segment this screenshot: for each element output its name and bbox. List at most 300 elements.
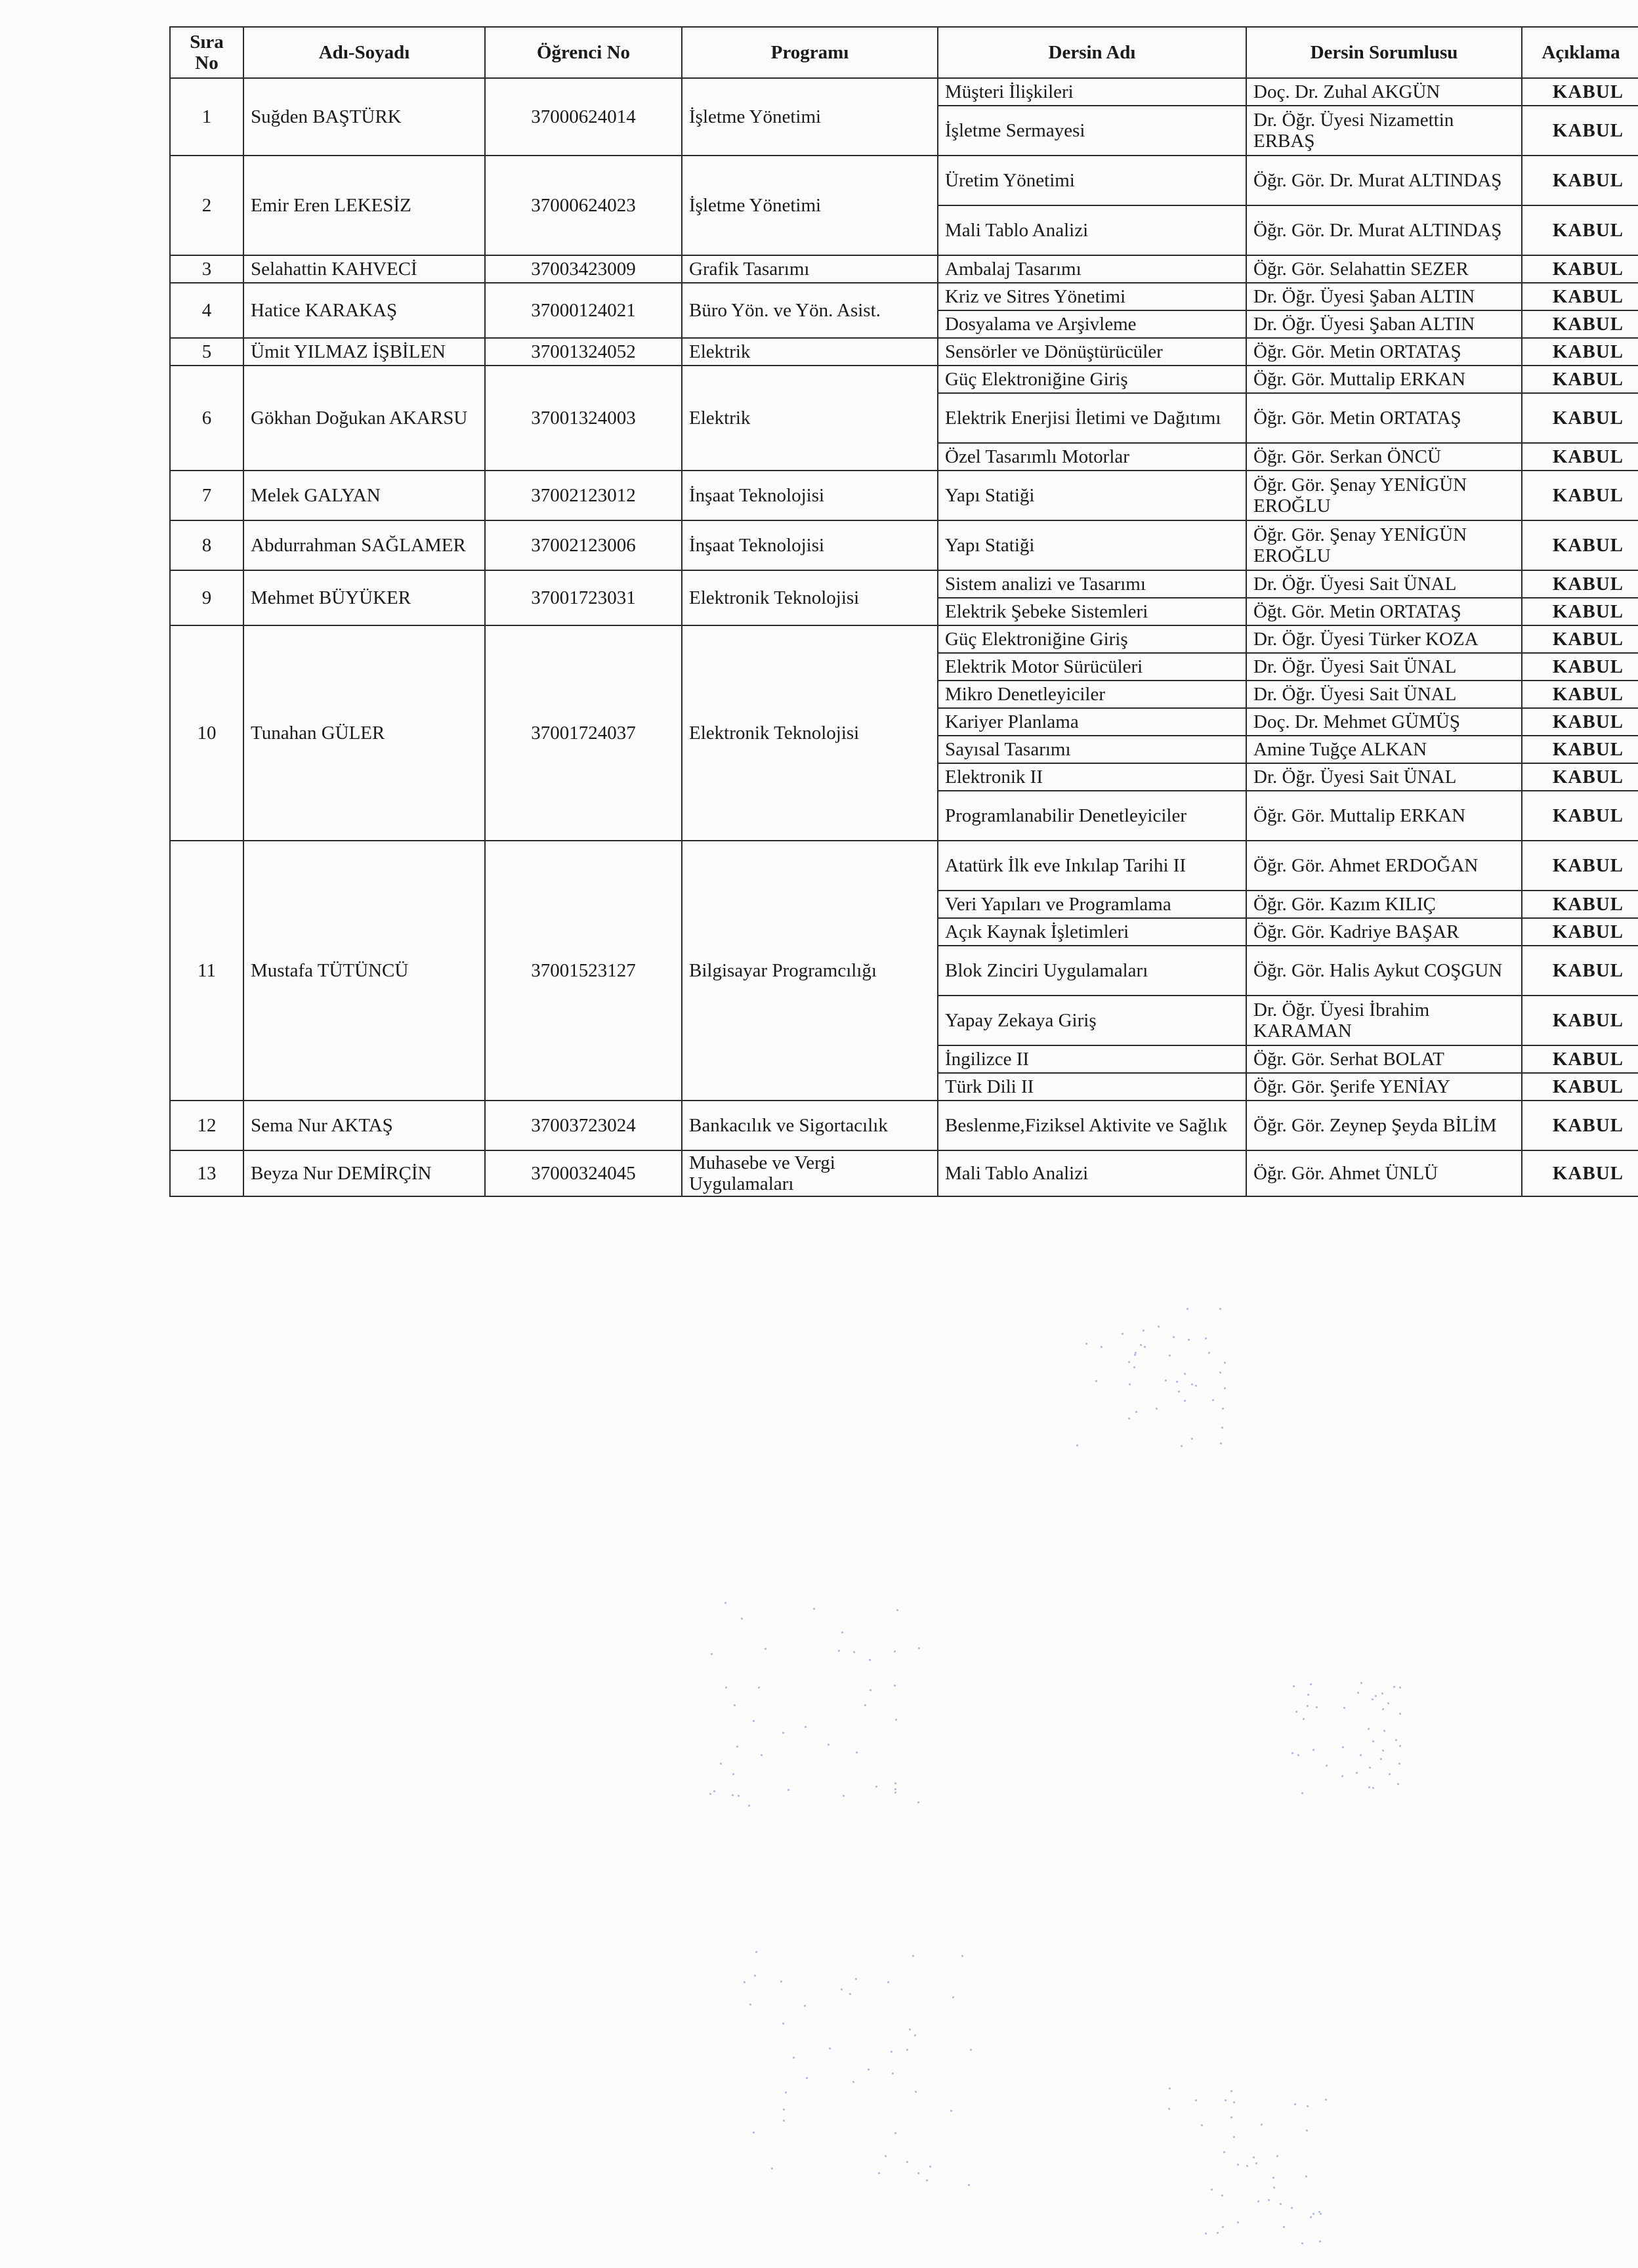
scan-speck (1191, 1438, 1193, 1440)
course-responsible: Öğr. Gör. Muttalip ERKAN (1246, 791, 1522, 841)
scan-speck (1375, 1695, 1377, 1697)
course-name: Yapı Statiği (938, 520, 1246, 570)
scan-speck (736, 1746, 738, 1748)
scan-speck (1176, 1381, 1178, 1383)
scan-speck (885, 2155, 887, 2157)
scan-speck (1399, 1687, 1401, 1689)
status-badge: KABUL (1522, 891, 1638, 918)
course-responsible: Öğr. Gör. Ahmet ÜNLÜ (1246, 1150, 1522, 1196)
scan-speck (1217, 2232, 1219, 2234)
course-responsible: Öğr. Gör. Şerife YENİAY (1246, 1073, 1522, 1101)
status-badge: KABUL (1522, 598, 1638, 625)
scan-speck (915, 2091, 917, 2093)
scan-speck (1372, 1698, 1374, 1700)
course-name: Kariyer Planlama (938, 708, 1246, 736)
program-name: Elektrik (682, 366, 938, 471)
scan-speck (864, 1704, 866, 1706)
scan-speck (1085, 1343, 1087, 1345)
scan-speck (1395, 1739, 1397, 1741)
scan-speck (783, 2109, 785, 2110)
scan-speck (1224, 1387, 1226, 1389)
row-no: 4 (170, 283, 243, 338)
program-name: Bankacılık ve Sigortacılık (682, 1101, 938, 1150)
student-number: 37001324003 (485, 366, 682, 471)
student-name: Selahattin KAHVECİ (243, 255, 485, 283)
status-badge: KABUL (1522, 1045, 1638, 1073)
scan-speck (1399, 1713, 1401, 1715)
scan-speck (852, 2081, 854, 2083)
scan-speck (765, 1648, 766, 1650)
scan-speck (1237, 2221, 1239, 2223)
status-badge: KABUL (1522, 1101, 1638, 1150)
row-no: 10 (170, 625, 243, 841)
scan-speck (785, 2091, 787, 2093)
scan-speck (894, 1782, 896, 1784)
scan-speck (961, 1955, 963, 1957)
scan-speck (753, 2132, 755, 2133)
course-name: Sistem analizi ve Tasarımı (938, 570, 1246, 598)
scan-speck (849, 1993, 851, 1995)
scan-speck (1225, 2099, 1227, 2101)
status-badge: KABUL (1522, 338, 1638, 366)
course-responsible: Öğr. Gör. Dr. Murat ALTINDAŞ (1246, 156, 1522, 205)
status-badge: KABUL (1522, 106, 1638, 156)
course-name: Beslenme,Fiziksel Aktivite ve Sağlık (938, 1101, 1246, 1150)
course-responsible: Dr. Öğr. Üyesi Sait ÜNAL (1246, 570, 1522, 598)
scan-speck (843, 1795, 845, 1797)
scan-speck (1368, 1786, 1370, 1788)
course-responsible: Öğr. Gör. Halis Aykut COŞGUN (1246, 946, 1522, 996)
status-badge: KABUL (1522, 255, 1638, 283)
scan-speck (894, 1788, 896, 1790)
program-name: Elektronik Teknolojisi (682, 570, 938, 625)
student-number: 37000124021 (485, 283, 682, 338)
scan-speck (870, 1689, 872, 1691)
student-number: 37000324045 (485, 1150, 682, 1196)
scan-speck (1383, 1730, 1385, 1732)
scan-speck (782, 2023, 784, 2025)
scan-speck (732, 1773, 734, 1775)
status-badge: KABUL (1522, 366, 1638, 393)
status-badge: KABUL (1522, 736, 1638, 763)
scan-speck (724, 1602, 726, 1604)
scan-speck (1169, 1354, 1171, 1356)
scan-speck (806, 2077, 808, 2079)
scan-speck (1220, 1442, 1222, 1444)
scan-speck (1301, 2242, 1303, 2244)
course-responsible: Öğr. Gör. Ahmet ERDOĞAN (1246, 841, 1522, 891)
header-student-no: Öğrenci No (485, 27, 682, 78)
scan-speck (970, 2049, 972, 2051)
program-name: Grafik Tasarımı (682, 255, 938, 283)
scan-speck (1133, 1366, 1135, 1368)
row-no: 9 (170, 570, 243, 625)
status-badge: KABUL (1522, 625, 1638, 653)
student-name: Mustafa TÜTÜNCÜ (243, 841, 485, 1101)
course-name: Veri Yapıları ve Programlama (938, 891, 1246, 918)
scan-speck (1381, 1692, 1383, 1694)
status-badge: KABUL (1522, 681, 1638, 708)
scan-speck (1316, 1706, 1318, 1708)
course-responsible: Dr. Öğr. Üyesi Şaban ALTIN (1246, 283, 1522, 310)
table-row (170, 1150, 1638, 1196)
row-no: 1 (170, 78, 243, 156)
program-name: Büro Yön. ve Yön. Asist. (682, 283, 938, 338)
scan-speck (1318, 2211, 1320, 2213)
status-badge: KABUL (1522, 996, 1638, 1045)
scan-speck (709, 1793, 711, 1795)
student-name: Melek GALYAN (243, 471, 485, 520)
scan-speck (950, 2110, 952, 2112)
table-row (170, 255, 1638, 283)
course-name: Ambalaj Tasarımı (938, 255, 1246, 283)
scan-speck (869, 1659, 871, 1661)
course-responsible: Öğr. Gör. Serhat BOLAT (1246, 1045, 1522, 1073)
table-row (170, 1101, 1638, 1150)
scan-speck (894, 1650, 896, 1652)
scan-speck (894, 1792, 896, 1794)
scan-speck (875, 1786, 877, 1788)
scan-speck (868, 2068, 870, 2070)
scan-speck (952, 1996, 954, 1998)
course-name: Mali Tablo Analizi (938, 205, 1246, 255)
scan-speck (1255, 2162, 1257, 2164)
scan-speck (878, 2172, 880, 2174)
student-name: Beyza Nur DEMİRÇİN (243, 1150, 485, 1196)
scan-speck (1389, 1773, 1391, 1775)
scan-speck (1095, 1380, 1097, 1382)
table-row (170, 338, 1638, 366)
status-badge: KABUL (1522, 918, 1638, 946)
student-name: Abdurrahman SAĞLAMER (243, 520, 485, 570)
course-responsible: Öğr. Gör. Muttalip ERKAN (1246, 366, 1522, 393)
course-name: Müşteri İlişkileri (938, 78, 1246, 106)
status-badge: KABUL (1522, 78, 1638, 106)
scan-speck (741, 1618, 743, 1620)
course-name: Mikro Denetleyiciler (938, 681, 1246, 708)
course-name: Elektronik II (938, 763, 1246, 791)
scan-speck (1307, 2105, 1309, 2107)
scan-speck (894, 1685, 896, 1687)
scan-speck (926, 2179, 928, 2181)
scan-speck (1134, 1354, 1136, 1356)
course-responsible: Dr. Öğr. Üyesi Şaban ALTIN (1246, 310, 1522, 338)
scan-speck (1320, 2213, 1322, 2215)
scan-speck (1165, 1379, 1167, 1381)
scan-speck (1219, 1372, 1221, 1374)
row-no: 2 (170, 156, 243, 255)
scan-speck (841, 1631, 843, 1633)
header-program: Programı (682, 27, 938, 78)
scan-speck (1310, 1683, 1312, 1685)
scan-speck (1219, 1308, 1221, 1310)
row-no: 8 (170, 520, 243, 570)
course-responsible: Dr. Öğr. Üyesi Türker KOZA (1246, 625, 1522, 653)
scan-speck (1283, 2226, 1285, 2228)
course-name: Sayısal Tasarımı (938, 736, 1246, 763)
status-badge: KABUL (1522, 283, 1638, 310)
status-badge: KABUL (1522, 310, 1638, 338)
scan-speck (1195, 2099, 1197, 2101)
scan-speck (1312, 2213, 1314, 2215)
scan-speck (1303, 1718, 1305, 1720)
scan-speck (1205, 2233, 1207, 2235)
scan-speck (1233, 2101, 1235, 2103)
course-name: Blok Zinciri Uygulamaları (938, 946, 1246, 996)
scan-speck (1173, 1336, 1175, 1338)
scan-speck (828, 1744, 830, 1746)
scan-speck (1181, 1445, 1183, 1447)
scan-speck (1294, 2103, 1296, 2105)
scan-speck (1158, 1326, 1160, 1328)
scan-speck (1306, 2130, 1308, 2132)
scan-speck (754, 1975, 756, 1977)
scan-speck (1268, 2199, 1270, 2201)
status-badge: KABUL (1522, 570, 1638, 598)
scan-speck (894, 2132, 896, 2134)
student-name: Suğden BAŞTÜRK (243, 78, 485, 156)
student-name: Ümit YILMAZ İŞBİLEN (243, 338, 485, 366)
course-name: Elektrik Motor Sürücüleri (938, 653, 1246, 681)
scan-speck (732, 1794, 734, 1796)
row-no: 11 (170, 841, 243, 1101)
course-name: Sensörler ve Dönüştürücüler (938, 338, 1246, 366)
scan-speck (1140, 1344, 1142, 1346)
scan-speck (1357, 1692, 1359, 1694)
scan-speck (749, 2004, 751, 2006)
scan-speck (771, 2168, 773, 2170)
program-name: Bilgisayar Programcılığı (682, 841, 938, 1101)
program-name: Elektronik Teknolojisi (682, 625, 938, 841)
row-no: 6 (170, 366, 243, 471)
scan-speck (968, 2184, 970, 2186)
course-responsible: Öğr. Gör. Selahattin SEZER (1246, 255, 1522, 283)
scan-speck (1292, 1752, 1293, 1754)
scan-speck (856, 1752, 858, 1754)
scan-speck (744, 1981, 746, 1983)
student-name: Gökhan Doğukan AKARSU (243, 366, 485, 471)
table-row (170, 570, 1638, 598)
course-responsible: Dr. Öğr. Üyesi İbrahim KARAMAN (1246, 996, 1522, 1045)
scan-speck (1307, 1694, 1309, 1696)
scan-speck (793, 2057, 795, 2059)
scan-speck (1369, 1767, 1371, 1769)
course-name: Üretim Yönetimi (938, 156, 1246, 205)
course-responsible: Dr. Öğr. Üyesi Sait ÜNAL (1246, 681, 1522, 708)
student-number: 37000624023 (485, 156, 682, 255)
student-number: 37003723024 (485, 1101, 682, 1150)
scan-speck (1382, 1750, 1384, 1752)
student-number: 37001724037 (485, 625, 682, 841)
course-responsible: Öğr. Gör. Dr. Murat ALTINDAŞ (1246, 205, 1522, 255)
student-number: 37001723031 (485, 570, 682, 625)
scan-speck (1184, 1373, 1186, 1375)
course-responsible: Öğr. Gör. Şenay YENİGÜN EROĞLU (1246, 520, 1522, 570)
table-row (170, 471, 1638, 520)
status-badge: KABUL (1522, 1073, 1638, 1101)
scan-speck (1143, 1330, 1144, 1332)
scan-speck (1195, 1385, 1197, 1387)
scan-speck (1129, 1383, 1131, 1385)
course-name: Elektrik Şebeke Sistemleri (938, 598, 1246, 625)
table-row (170, 78, 1638, 106)
course-responsible: Öğr. Gör. Serkan ÖNCÜ (1246, 443, 1522, 471)
scan-speck (1222, 1408, 1224, 1410)
row-no: 5 (170, 338, 243, 366)
scan-speck (1343, 1707, 1345, 1709)
scan-speck (1291, 2207, 1293, 2209)
scan-speck (761, 1754, 763, 1756)
scan-speck (1273, 2187, 1275, 2189)
scan-speck (1326, 1765, 1328, 1767)
scan-speck (1280, 2203, 1282, 2205)
scan-speck (892, 2072, 894, 2074)
student-course-table (169, 26, 1638, 1197)
scan-speck (1184, 1400, 1186, 1402)
status-badge: KABUL (1522, 653, 1638, 681)
scan-speck (1310, 2216, 1312, 2218)
course-responsible: Amine Tuğçe ALKAN (1246, 736, 1522, 763)
course-name: Elektrik Enerjisi İletimi ve Dağıtımı (938, 393, 1246, 443)
student-name: Mehmet BÜYÜKER (243, 570, 485, 625)
course-name: Programlanabilir Denetleyiciler (938, 791, 1246, 841)
status-badge: KABUL (1522, 946, 1638, 996)
scan-speck (1208, 1352, 1210, 1354)
status-badge: KABUL (1522, 520, 1638, 570)
status-badge: KABUL (1522, 791, 1638, 841)
scan-speck (748, 1805, 750, 1807)
course-name: Türk Dili II (938, 1073, 1246, 1101)
scan-speck (1372, 1740, 1374, 1742)
scan-speck (1076, 1444, 1078, 1446)
scan-speck (1319, 2240, 1321, 2242)
course-name: Özel Tasarımlı Motorlar (938, 443, 1246, 471)
course-responsible: Doç. Dr. Mehmet GÜMÜŞ (1246, 708, 1522, 736)
course-responsible: Dr. Öğr. Üyesi Sait ÜNAL (1246, 763, 1522, 791)
scan-speck (1276, 2155, 1278, 2157)
scan-speck (1233, 2136, 1235, 2138)
scan-speck (1257, 2200, 1259, 2202)
scan-speck (1230, 2090, 1232, 2092)
scan-speck (1156, 1408, 1158, 1410)
course-name: Atatürk İlk eve Inkılap Tarihi II (938, 841, 1246, 891)
scan-speck (855, 1978, 857, 1980)
scan-speck (1399, 1745, 1401, 1747)
row-no: 3 (170, 255, 243, 283)
scan-speck (1221, 2194, 1223, 2196)
scan-speck (713, 1790, 715, 1792)
scan-speck (753, 1720, 755, 1722)
scan-speck (909, 2028, 911, 2030)
course-name: Açık Kaynak İşletimleri (938, 918, 1246, 946)
scan-speck (1222, 2226, 1224, 2228)
table-header-row (170, 27, 1638, 78)
scan-speck (1128, 1361, 1130, 1363)
scan-speck (917, 2172, 919, 2174)
scan-speck (755, 1951, 757, 1953)
scan-speck (1360, 1682, 1362, 1684)
scan-speck (782, 1732, 784, 1734)
scan-speck (805, 1726, 807, 1728)
scan-speck (1253, 2156, 1255, 2158)
course-responsible: Dr. Öğr. Üyesi Sait ÜNAL (1246, 653, 1522, 681)
table-row (170, 366, 1638, 393)
scan-speck (1325, 2099, 1327, 2101)
scan-speck (1301, 1792, 1303, 1794)
scan-speck (1295, 1711, 1297, 1713)
status-badge: KABUL (1522, 156, 1638, 205)
scan-speck (829, 2048, 831, 2049)
scan-speck (1293, 1685, 1295, 1687)
scan-speck (1230, 2116, 1232, 2118)
scan-speck (1356, 1772, 1358, 1774)
scan-speck (1101, 1346, 1102, 1348)
student-name: Hatice KARAKAŞ (243, 283, 485, 338)
scan-speck (895, 1719, 897, 1721)
course-name: İngilizce II (938, 1045, 1246, 1073)
scan-speck (711, 1653, 713, 1655)
scan-speck (906, 2161, 908, 2163)
student-name: Emir Eren LEKESİZ (243, 156, 485, 255)
course-name: İşletme Sermayesi (938, 106, 1246, 156)
course-responsible: Dr. Öğr. Üyesi Nizamettin ERBAŞ (1246, 106, 1522, 156)
scan-speck (1372, 1787, 1374, 1789)
status-badge: KABUL (1522, 471, 1638, 520)
scan-speck (1380, 1758, 1382, 1760)
table-body (170, 78, 1638, 1196)
student-number: 37003423009 (485, 255, 682, 283)
scan-speck (891, 2051, 892, 2053)
scan-speck (1297, 1754, 1299, 1756)
scan-speck (1307, 1705, 1309, 1707)
course-name: Mali Tablo Analizi (938, 1150, 1246, 1196)
header-responsible: Dersin Sorumlusu (1246, 27, 1522, 78)
scan-speck (813, 1608, 815, 1610)
scan-speck (906, 2049, 908, 2051)
scan-speck (725, 1687, 727, 1689)
course-responsible: Öğr. Gör. Zeynep Şeyda BİLİM (1246, 1101, 1522, 1150)
row-no: 13 (170, 1150, 243, 1196)
course-name: Dosyalama ve Arşivleme (938, 310, 1246, 338)
program-name: İnşaat Teknolojisi (682, 520, 938, 570)
table-row (170, 841, 1638, 891)
course-responsible: Öğr. Gör. Şenay YENİGÜN EROĞLU (1246, 471, 1522, 520)
scan-speck (1393, 1686, 1395, 1688)
status-badge: KABUL (1522, 393, 1638, 443)
program-name: İşletme Yönetimi (682, 78, 938, 156)
student-number: 37001523127 (485, 841, 682, 1101)
scan-speck (1135, 1411, 1137, 1413)
scan-speck (758, 1687, 760, 1689)
student-number: 37002123006 (485, 520, 682, 570)
scan-speck (1224, 1362, 1226, 1364)
scan-speck (1341, 1775, 1343, 1777)
course-name: Güç Elektroniğine Giriş (938, 366, 1246, 393)
scan-speck (1122, 1333, 1124, 1335)
scan-speck (734, 1704, 736, 1706)
header-no: Sıra No (170, 27, 243, 78)
scan-speck (841, 1988, 843, 1990)
header-name: Adı-Soyadı (243, 27, 485, 78)
scan-speck (780, 1981, 782, 1983)
scan-speck (1201, 2124, 1203, 2126)
scan-speck (1342, 1746, 1344, 1748)
scan-speck (896, 1609, 898, 1611)
scan-speck (1305, 2175, 1307, 2177)
course-name: Yapay Zekaya Giriş (938, 996, 1246, 1045)
scan-speck (1188, 1339, 1190, 1341)
course-responsible: Öğr. Gör. Kadriye BAŞAR (1246, 918, 1522, 946)
